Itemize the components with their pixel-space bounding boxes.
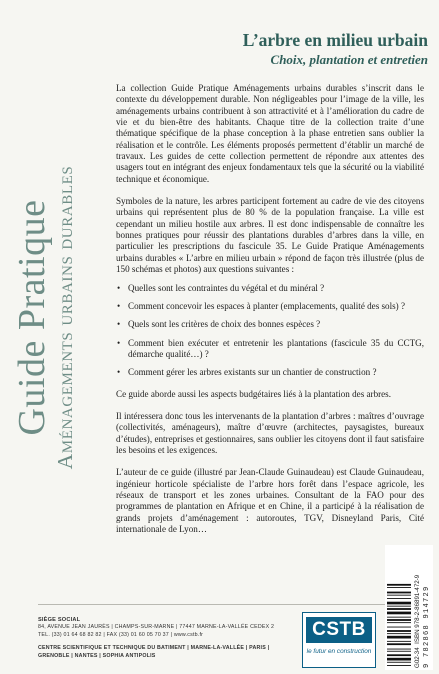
bullet-icon: •	[117, 319, 121, 330]
cstb-logo-box	[302, 612, 376, 668]
back-cover-text	[116, 83, 424, 546]
barcode-bar	[387, 662, 411, 663]
publisher-address	[38, 617, 298, 660]
barcode-bar	[387, 587, 411, 588]
barcode-bar	[387, 654, 411, 656]
isbn-number: ISBN 978-2-86891-472-9	[414, 574, 421, 644]
question-list	[116, 283, 424, 379]
list-item-text: Quels sont les critères de choix des bonnes espèces ?	[128, 319, 321, 330]
list-item-text: Quelles sont les contraintes du végétal et du minéral ?	[128, 282, 325, 293]
cstb-tagline: le futur en construction	[306, 648, 372, 655]
barcode-bar	[387, 622, 411, 623]
contact-line: TEL. (33) 01 64 68 82 82 | FAX (33) 01 60 05 70 37 | www.cstb.fr	[38, 631, 204, 638]
siege-label: SIÈGE SOCIAL	[38, 617, 81, 623]
barcode-bar	[387, 619, 411, 621]
spine-band	[10, 40, 100, 595]
barcode-icon	[385, 545, 413, 670]
barcode-bar	[387, 617, 411, 618]
organization-line: CENTRE SCIENTIFIQUE ET TECHNIQUE DU BATIMENT | MARNE-LA-VALLÉE | PARIS | GRENOBLE | NANTES | SOPHIA ANTIPOLIS	[38, 645, 270, 659]
barcode-bar	[387, 665, 411, 666]
barcode-bar	[387, 649, 411, 650]
list-item	[116, 367, 424, 378]
barcode-bar	[387, 643, 411, 645]
paragraph-author: L’auteur de ce guide (illustré par Jean-Claude Guinaudeau) est Claude Guinaudeau, ingénieur horticole spécialiste de l’arbre hors forêt dans l’espace agricole, les réseaux de transport et les zones urbaines. Consultant de la FAO pour des programmes de plantation en Afrique et en Chine, il a participé à la réalisation de grands projets d’aménagement : autoroutes, TGV, Disneyland Paris, Cité internationale de Lyon…	[116, 467, 424, 534]
product-code: G02-34	[414, 647, 421, 668]
barcode-bar	[387, 606, 411, 607]
bullet-icon: •	[117, 300, 121, 311]
isbn-block	[385, 545, 433, 670]
cstb-logo: CSTB	[306, 617, 372, 643]
collection-subtitle: Aménagements urbains durables	[53, 165, 77, 470]
barcode-bar	[387, 584, 411, 586]
list-item	[116, 283, 424, 294]
barcode-digits: 9 782868 914729	[423, 585, 431, 668]
collection-title: Guide Pratique	[11, 199, 53, 436]
barcode-bar	[387, 651, 411, 652]
list-item-text: Comment gérer les arbres existants sur un chantier de construction ?	[128, 367, 377, 378]
bullet-icon: •	[117, 367, 121, 378]
barcode-bar	[387, 641, 411, 642]
list-item-text: Comment bien exécuter et entretenir les plantations (fascicule 35 du CCTG, démarche qualité…) ?	[128, 337, 424, 359]
list-item	[116, 319, 424, 330]
list-item	[116, 338, 424, 361]
barcode-bar	[387, 598, 411, 599]
barcode-bar	[387, 633, 411, 634]
paragraph-budget: Ce guide aborde aussi les aspects budgétaires liés à la plantation des arbres.	[116, 388, 391, 399]
isbn-text	[414, 547, 421, 668]
barcode-bar	[387, 630, 411, 632]
barcode-bar	[387, 608, 411, 610]
list-item	[116, 301, 424, 312]
barcode-bar	[387, 592, 411, 594]
isbn-rotated	[385, 545, 433, 670]
book-header	[110, 30, 428, 68]
barcode-bar	[387, 636, 411, 639]
book-subtitle: Choix, plantation et entretien	[270, 52, 428, 67]
paragraph-collection: La collection Guide Pratique Aménagements urbains durables s’inscrit dans le contexte du développement durable. Non négligeables pour l’image de la ville, les aménagements urbains contribuent à son attractivité et à l’amélioration du cadre de vie et du bien-être des habitants. Chaque titre de la collection traite d’une thématique spécifique de la phase conception à la phase entretien sans oublier la réalisation et le contrôle. Les éléments proposés permettent d’établir un marché de travaux. Les guides de cette collection permettent de répondre aux attentes des usagers tout en intégrant des enjeux fondamentaux tels que la sécurité ou la viabilité technique et économique.	[116, 83, 424, 184]
barcode-bar	[387, 602, 411, 605]
paragraph-audience: Il intéressera donc tous les intervenants de la plantation d’arbres : maîtres d’ouvrage (collectivités, aménageurs), maître d’œuvre (architectes, paysagistes, bureaux d’études), entreprises et gestionnaires, sans oublier les citoyens dont il faut satisfaire les besoins et les exigences.	[116, 410, 424, 455]
bullet-icon: •	[117, 282, 121, 293]
book-title: L’arbre en milieu urbain	[242, 30, 428, 50]
spine-text	[10, 40, 100, 595]
barcode-bar	[387, 627, 411, 628]
barcode-bar	[387, 595, 411, 596]
barcode-bar	[387, 658, 411, 661]
paragraph-trees: Symboles de la nature, les arbres participent fortement au cadre de vie des citoyens urbains qui représentent plus de 80 % de la population française. La ville est cependant un milieu hostile aux arbres. Il est donc indispensable de connaître les bonnes pratiques pour réussir des plantations durables d’arbres dans la ville, en particulier les prescriptions du fascicule 35. Le Guide Pratique Aménagements urbains durables « L’arbre en milieu urbain » répond de façon très illustrée (plus de 150 schémas et photos) aux questions suivantes :	[116, 196, 424, 275]
address-line: 84, AVENUE JEAN JAURÈS | CHAMPS-SUR-MARNE | 77447 MARNE-LA-VALLÉE CEDEX 2	[38, 624, 275, 631]
barcode-bar	[387, 612, 411, 615]
bullet-icon: •	[117, 337, 121, 348]
footer-divider	[38, 604, 428, 605]
list-item-text: Comment concevoir les espaces à planter (emplacements, qualité des sols) ?	[128, 300, 406, 311]
